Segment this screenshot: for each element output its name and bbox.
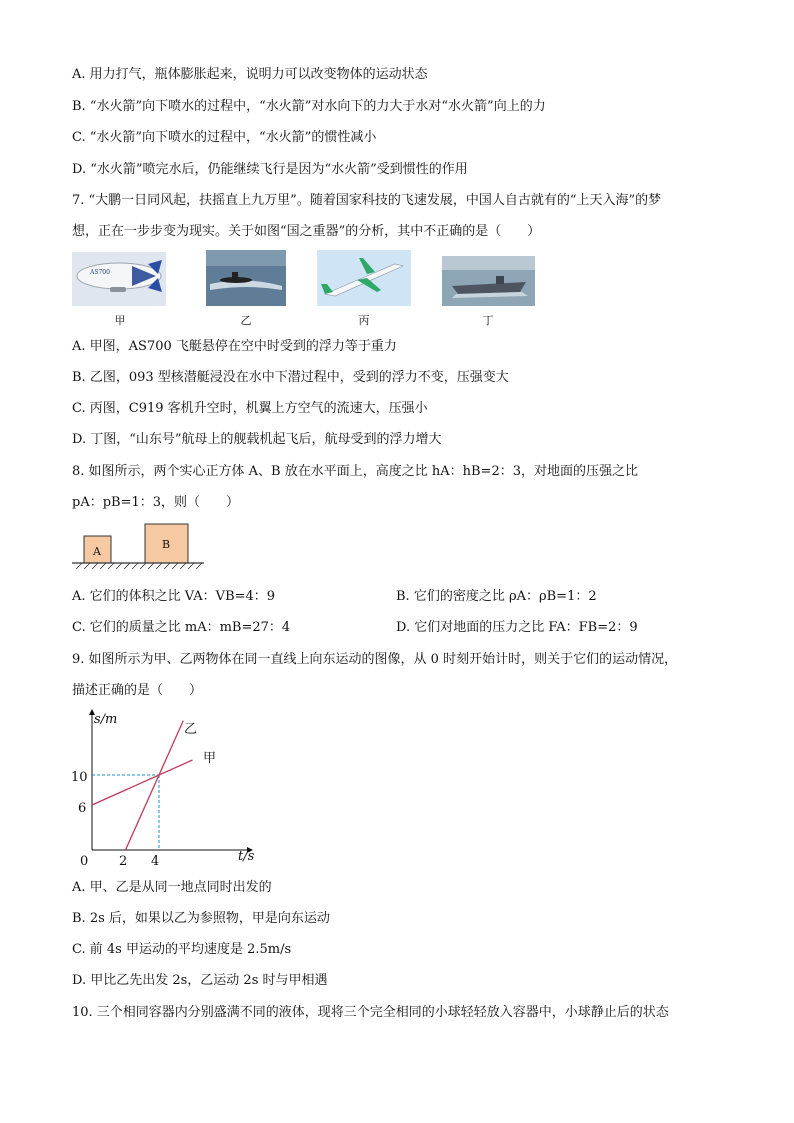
x-axis-label: t/s (238, 849, 255, 864)
q7-stem-line2: 想，正在一步步变为现实。关于如图“国之重器”的分析，其中不正确的是（ ） (72, 224, 541, 239)
x-tick-4: 4 (151, 854, 160, 869)
airship-label: AS700 (90, 269, 110, 276)
series-line-yi (126, 721, 184, 850)
cube-a-label: A (93, 545, 101, 558)
q9-stem-line2: 描述正确的是（ ） (72, 683, 203, 698)
q9-option-c: C. 前 4s 甲运动的平均速度是 2.5m/s (72, 942, 292, 957)
airship-picture (72, 252, 166, 306)
st-graph (70, 706, 270, 870)
q6-option-c: C. “水火箭”向下喷水的过程中，“水火箭”的惯性减小 (72, 130, 377, 145)
q9-option-d: D. 甲比乙先出发 2s，乙运动 2s 时与甲相遇 (72, 973, 328, 988)
x-tick-0: 0 (80, 854, 89, 869)
ground-hatching (76, 563, 202, 569)
series-label-yi: 乙 (184, 722, 198, 737)
series-label-jia: 甲 (203, 751, 217, 766)
caption-jia: 甲 (114, 314, 126, 327)
q8-option-d: D. 它们对地面的压力之比 FA：FB=2：9 (396, 620, 638, 635)
carrier-picture (442, 256, 535, 306)
q9-stem-line1: 9. 如图所示为甲、乙两物体在同一直线上向东运动的图像，从 0 时刻开始计时，则关于它们的运动情况， (72, 652, 678, 667)
series-line-jia (92, 760, 193, 805)
q7-option-b: B. 乙图，093 型核潜艇浸没在水中下潜过程中，受到的浮力不变，压强变大 (72, 370, 509, 385)
y-tick-6: 6 (78, 801, 87, 816)
caption-bing: 丙 (358, 314, 370, 327)
q6-option-d: D. “水火箭”喷完水后，仍能继续飞行是因为“水火箭”受到惯性的作用 (72, 162, 468, 177)
q8-stem-line2: pA：pB=1：3，则（ ） (72, 495, 240, 510)
caption-ding: 丁 (482, 314, 494, 327)
q7-option-d: D. 丁图，“山东号”航母上的舰载机起飞后，航母受到的浮力增大 (72, 432, 442, 447)
q7-stem-line1: 7. “大鹏一日同风起，扶摇直上九万里”。随着国家科技的飞速发展，中国人自古就有的“上天入海”的梦 (72, 193, 662, 208)
caption-yi: 乙 (240, 314, 252, 327)
cube-b-label: B (162, 538, 171, 551)
q9-option-b: B. 2s 后，如果以乙为参照物，甲是向东运动 (72, 911, 330, 926)
cubes-diagram (72, 520, 212, 576)
airplane-picture (317, 250, 411, 306)
q9-option-a: A. 甲、乙是从同一地点同时出发的 (72, 880, 272, 895)
q7-option-c: C. 丙图，C919 客机升空时，机翼上方空气的流速大，压强小 (72, 401, 428, 416)
y-tick-10: 10 (71, 770, 88, 785)
submarine-picture (206, 250, 286, 306)
q7-option-a: A. 甲图，AS700 飞艇悬停在空中时受到的浮力等于重力 (72, 339, 397, 354)
x-tick-2: 2 (119, 854, 128, 869)
q6-option-b: B. “水火箭”向下喷水的过程中，“水火箭”对水向下的力大于水对“水火箭”向上的力 (72, 99, 546, 114)
q10-stem-line1: 10. 三个相同容器内分别盛满不同的液体，现将三个完全相同的小球轻轻放入容器中，小球静止后的状态 (72, 1005, 669, 1020)
y-axis-label: s/m (94, 712, 118, 727)
q6-option-a: A. 用力打气，瓶体膨胀起来，说明力可以改变物体的运动状态 (72, 67, 428, 82)
q8-option-c: C. 它们的质量之比 mA：mB=27：4 (72, 620, 291, 635)
q8-option-b: B. 它们的密度之比 ρA：ρB=1：2 (396, 589, 597, 604)
q8-option-a: A. 它们的体积之比 VA：VB=4：9 (72, 589, 276, 604)
q8-stem-line1: 8. 如图所示，两个实心正方体 A、B 放在水平面上，高度之比 hA：hB=2：3，对地面的压强之比 (72, 464, 638, 479)
